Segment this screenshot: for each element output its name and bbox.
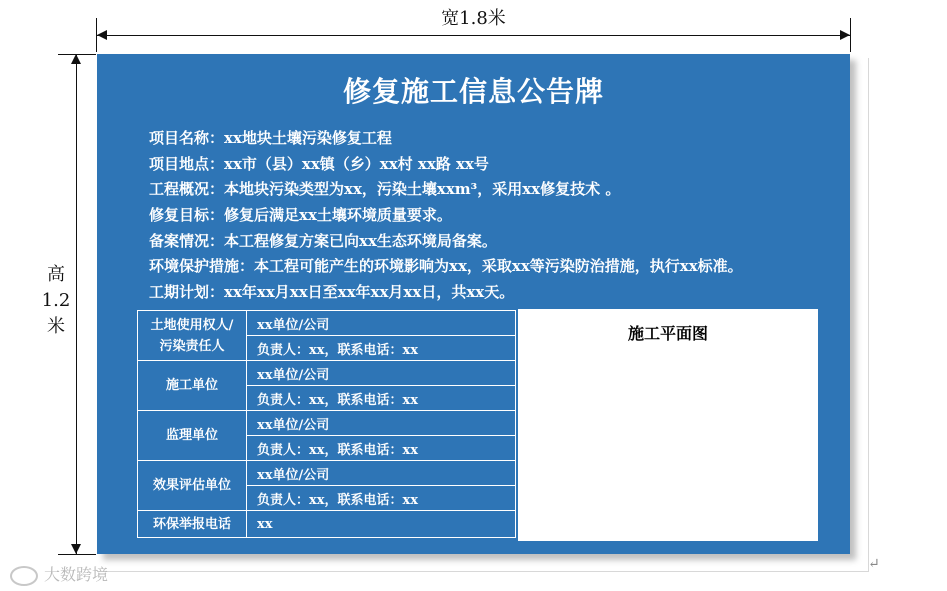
right-arrow-icon bbox=[840, 30, 850, 40]
unit-role-cell: 效果评估单位 bbox=[138, 461, 247, 511]
unit-contact-cell: 负责人：xx，联系电话：xx bbox=[247, 386, 516, 411]
watermark-logo-icon bbox=[10, 566, 38, 586]
info-filing-status: 备案情况：本工程修复方案已向xx生态环境局备案。 bbox=[149, 231, 497, 250]
width-tick-right bbox=[850, 18, 851, 52]
unit-role-cell bbox=[138, 311, 247, 361]
unit-contact-cell: 负责人：xx，联系电话：xx bbox=[247, 336, 516, 361]
notice-board bbox=[97, 54, 850, 554]
unit-role-cell: 监理单位 bbox=[138, 411, 247, 461]
table-row bbox=[138, 461, 516, 486]
unit-company-cell: xx单位/公司 bbox=[247, 311, 516, 336]
site-plan-title: 施工平面图 bbox=[627, 324, 708, 343]
width-tick-left bbox=[96, 18, 97, 52]
height-tick-bottom bbox=[58, 554, 96, 555]
board-title: 修复施工信息公告牌 bbox=[342, 75, 604, 108]
height-label-line: 高 bbox=[47, 264, 65, 285]
watermark-text: 大数跨境 bbox=[44, 565, 109, 584]
unit-role-label: 污染责任人 bbox=[159, 338, 225, 354]
unit-contact-cell: 负责人：xx，联系电话：xx bbox=[247, 436, 516, 461]
info-project-location: 项目地点：xx市（县）xx镇（乡）xx村 xx路 xx号 bbox=[149, 154, 489, 173]
table-row bbox=[138, 311, 516, 336]
hotline-value-cell: xx bbox=[247, 511, 516, 538]
table-row bbox=[138, 361, 516, 386]
height-tick-top bbox=[58, 54, 96, 55]
left-arrow-icon bbox=[97, 30, 107, 40]
responsible-units-table bbox=[137, 310, 516, 538]
unit-role-label: 土地使用权人/ bbox=[150, 317, 234, 333]
info-environmental-measures: 环境保护措施：本工程可能产生的环境影响为xx，采取xx等污染防治措施，执行xx标准。 bbox=[149, 257, 743, 276]
project-info-list bbox=[149, 126, 743, 306]
info-project-name: 项目名称：xx地块土壤污染修复工程 bbox=[149, 129, 392, 147]
unit-company-cell: xx单位/公司 bbox=[247, 361, 516, 386]
unit-company-cell: xx单位/公司 bbox=[247, 411, 516, 436]
info-project-overview: 工程概况：本地块污染类型为xx，污染土壤xxm³，采用xx修复技术 。 bbox=[149, 180, 621, 199]
watermark bbox=[10, 562, 108, 586]
page-edge-right bbox=[868, 58, 869, 572]
height-dimension-label bbox=[36, 262, 76, 340]
page-edge-bottom bbox=[97, 571, 869, 572]
down-arrow-icon bbox=[71, 544, 81, 554]
table-row bbox=[138, 411, 516, 436]
height-label-line: 米 bbox=[47, 316, 65, 337]
info-remediation-target: 修复目标：修复后满足xx土壤环境质量要求。 bbox=[149, 206, 452, 225]
up-arrow-icon bbox=[71, 54, 81, 64]
info-schedule: 工期计划：xx年xx月xx日至xx年xx月xx日，共xx天。 bbox=[149, 283, 515, 302]
width-dimension-label: 宽1.8米 bbox=[441, 8, 506, 29]
height-label-line: 1.2 bbox=[41, 290, 71, 311]
unit-company-cell: xx单位/公司 bbox=[247, 461, 516, 486]
paragraph-return-icon: ↵ bbox=[868, 556, 880, 572]
height-dimension-line bbox=[76, 54, 77, 554]
hotline-label-cell: 环保举报电话 bbox=[138, 511, 247, 538]
site-plan-panel bbox=[518, 309, 818, 541]
width-dimension-line bbox=[97, 35, 850, 36]
table-row bbox=[138, 511, 516, 538]
unit-contact-cell: 负责人：xx，联系电话：xx bbox=[247, 486, 516, 511]
unit-role-cell: 施工单位 bbox=[138, 361, 247, 411]
